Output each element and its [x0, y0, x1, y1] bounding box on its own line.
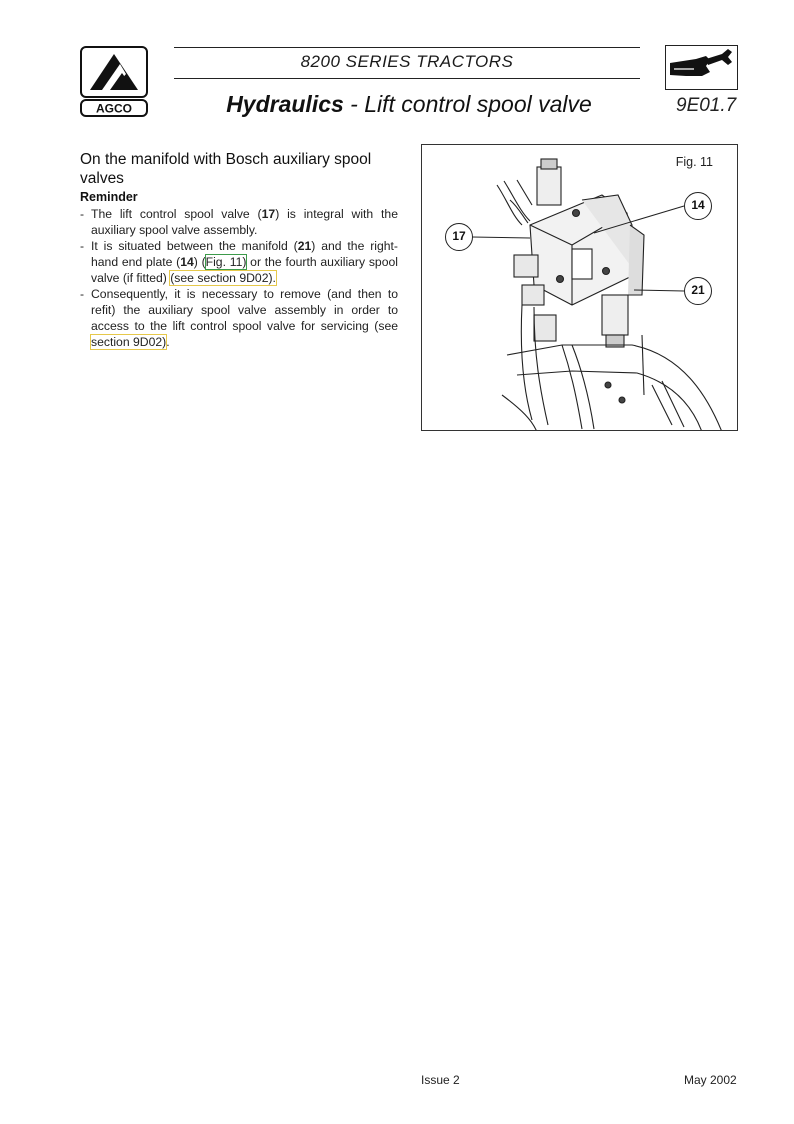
figure-11 — [421, 144, 738, 431]
section-heading: On the manifold with Bosch auxiliary spool valves — [80, 151, 372, 187]
figure-label: Fig. 11 — [675, 155, 713, 169]
figure-link[interactable]: Fig. 11) — [205, 255, 247, 269]
page-title — [150, 91, 668, 118]
header-rule-bottom — [174, 78, 640, 79]
agco-logo — [80, 46, 148, 118]
page-title-chapter: Hydraulics — [226, 91, 344, 117]
list-item: - Consequently, it is necessary to remove (and then to refit) the auxiliary spool valve assembly in order to access to the lift control spool valve for servicing (see section 9D02). — [80, 286, 398, 350]
part-ref: 17 — [261, 207, 276, 221]
series-title: 8200 SERIES TRACTORS — [300, 52, 514, 71]
part-ref: 14 — [180, 255, 194, 269]
section-link[interactable]: section 9D02) — [91, 335, 167, 349]
callout-14: 14 — [684, 192, 712, 220]
list-item: - It is situated between the manifold (21) and the right-hand end plate (14) (Fig. 11) or the fourth auxiliary spool valve (if fitted) (see section 9D02). — [80, 238, 398, 286]
callout-17: 17 — [445, 223, 473, 251]
reminder-list — [80, 206, 398, 350]
page-code: 9E01.7 — [676, 95, 737, 116]
reminder-label: Reminder — [80, 190, 138, 204]
list-item: - The lift control spool valve (17) is integral with the auxiliary spool valve assembly. — [80, 206, 398, 238]
footer-issue: Issue 2 — [421, 1073, 460, 1087]
callout-21: 21 — [684, 277, 712, 305]
header-rule-top — [174, 47, 640, 48]
wrench-icon — [665, 45, 738, 90]
logo-wordmark: AGCO — [96, 101, 132, 116]
section-link[interactable]: (see section 9D02). — [170, 271, 276, 285]
part-ref: 21 — [297, 239, 312, 253]
footer-date: May 2002 — [684, 1073, 737, 1087]
page-title-topic: - Lift control spool valve — [343, 91, 592, 117]
